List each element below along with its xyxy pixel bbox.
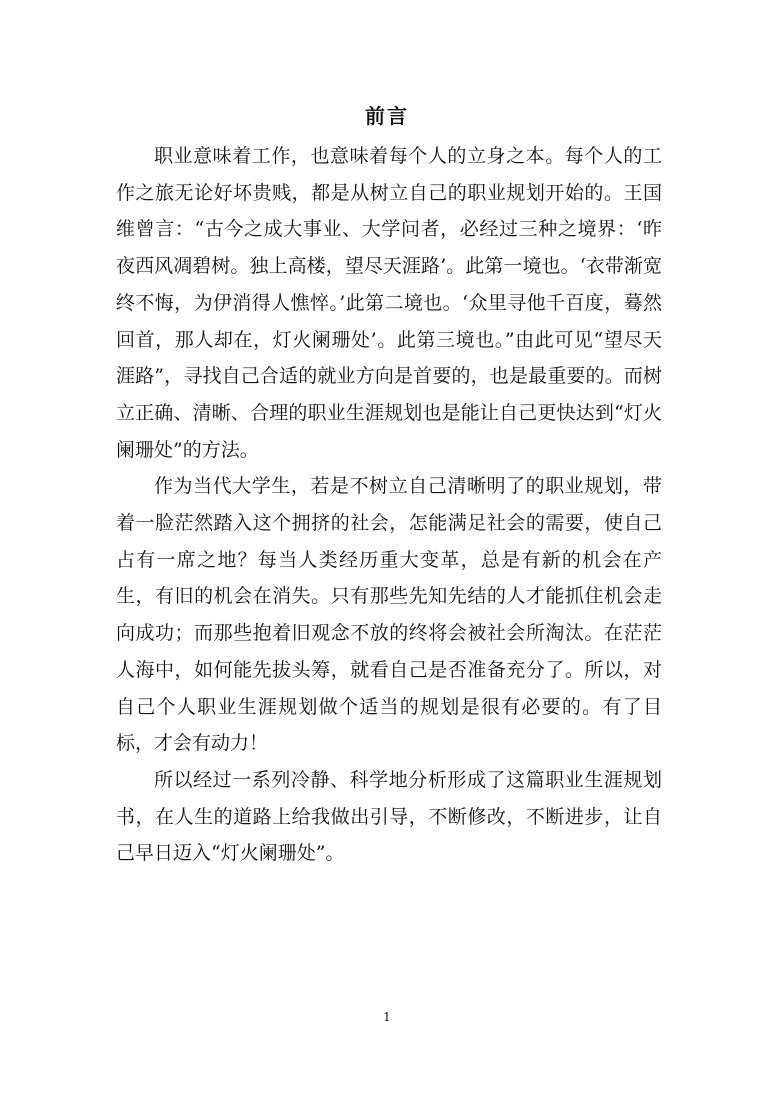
paragraph-3: 所以经过一系列冷静、科学地分析形成了这篇职业生涯规划书，在人生的道路上给我做出引导，不断修改，不断进步，让自己早日迈入“灯火阑珊处”。 bbox=[116, 768, 662, 865]
paragraph-2: 作为当代大学生，若是不树立自己清晰明了的职业规划，带着一脸茫然踏入这个拥挤的社会，怎能满足社会的需要，使自己占有一席之地？每当人类经历重大变革，总是有新的机会在产生，有旧的机会在消失。只有那些先知先结的人才能抓住机会走向成功；而那些抱着旧观念不放的终将会被社会所淘汰。在茫茫人海中，如何能先拔头筹，就看自己是否准备充分了。所以，对自己个人职业生涯规划做个适当的规划是很有必要的。有了目标，才会有动力！ bbox=[116, 475, 662, 755]
page-number: 1 bbox=[383, 1010, 391, 1024]
page-title: 前言 bbox=[365, 104, 409, 128]
paragraph-1: 职业意味着工作，也意味着每个人的立身之本。每个人的工作之旅无论好坏贵贱，都是从树立自己的职业规划开始的。王国维曾言：“古今之成大事业、大学问者，必经过三种之境界：‘昨夜西风凋碧树。独上高楼，望尽天涯路’。此第一境也。‘衣带渐宽终不悔，为伊消得人憔悴。’此第二境也。‘众里寻他千百度，蓦然回首，那人却在，灯火阑珊处’。此第三境也。”由此可见“望尽天涯路”，寻找自己合适的就业方向是首要的，也是最重要的。而树立正确、清晰、合理的职业生涯规划也是能让自己更快达到“灯火阑珊处”的方法。 bbox=[116, 145, 662, 461]
body-text bbox=[116, 138, 662, 872]
